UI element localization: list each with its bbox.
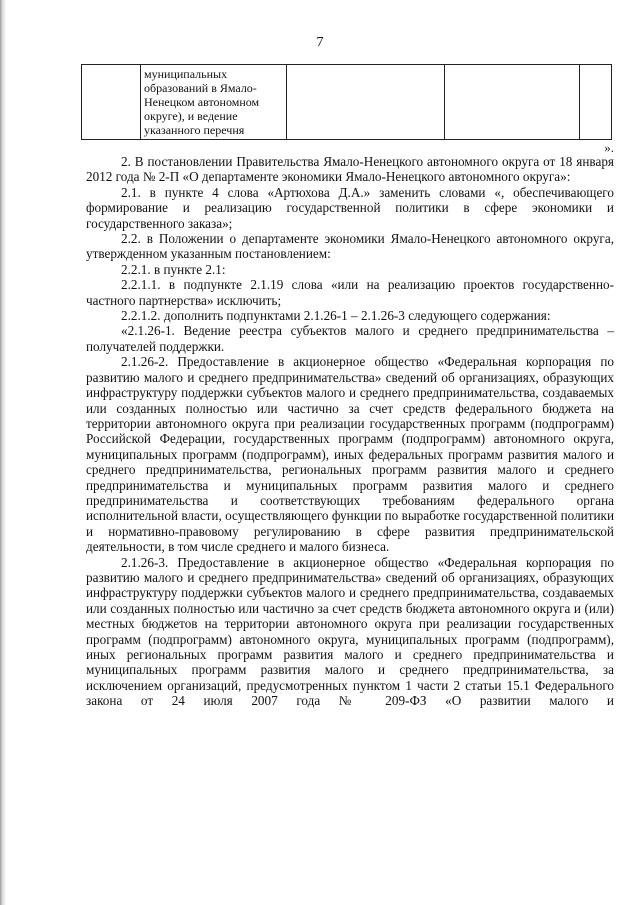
paragraph: 2.2.1.2. дополнить подпунктами 2.1.26-1 – 2.1.26-3 следующего содержания: [121,308,551,324]
table-cell-line: Ненецком автономном [144,95,260,109]
table-cell-line: образований в Ямало- [144,81,257,95]
paragraph: «2.1.26-1. Ведение реестра субъектов малого и среднего предпринимательства – получателей поддержки. [86,323,614,354]
paragraph: 2.2.1.1. в подпункте 2.1.19 слова «или на реализацию проектов государственно-частного партнерства» исключить; [86,277,614,308]
paragraph: 2.1.26-3. Предоставление в акционерное общество «Федеральная корпорация по развитию малого и среднего предпринимательства» сведений об организациях, образующих инфраструктуру поддержки субъектов малого и среднего предпринимательства, создаваемых или созданных полностью или частично за счет средств бюджета автономного округа и (или) местных бюджетов на территории автономного округа при реализации государственных программ (подпрограмм) автономного округа, муниципальных программ (подпрограмм), иных региональных программ развития малого и среднего предпринимательства и муниципальных программ развития малого и среднего предпринимательства, за исключением организаций, предусмотренных пунктом 1 части 2 статьи 15.1 Федерального закона от 24 июля 2007 года № 209-ФЗ «О развитии малого и [86,554,614,709]
document-body [86,154,614,709]
page-number: 7 [316,35,324,50]
paragraph: 2.1.26-2. Предоставление в акционерное общество «Федеральная корпорация по развитию малого и среднего предпринимательства» сведений об организациях, образующих инфраструктуру поддержки субъектов малого и среднего предпринимательства, создаваемых или созданных полностью или частично за счет средств федерального бюджета на территории автономного округа при реализации государственных программ (подпрограмм) Российской Федерации, государственных программ (подпрограмм) автономного округа, муниципальных программ (подпрограмм), иных федеральных программ развития малого и среднего предпринимательства, региональных программ развития малого и среднего предпринимательства и муниципальных программ развития малого и среднего предпринимательства и соответствующих требованиям федерального органа исполнительной власти, осуществляющего функции по выработке государственной политики и нормативно-правовому регулированию в сфере развития предпринимательской деятельности, в том числе среднего и малого бизнеса. [86,354,614,555]
table-cell-line: округе), и ведение [144,109,238,123]
table-cell [287,65,445,140]
table-cell-line: указанного перечня [144,123,245,137]
table-cell [580,65,612,140]
table-cell-text [141,65,287,140]
paragraph: 2.2.1. в пункте 2.1: [121,261,226,277]
table-cell-line: муниципальных [144,67,228,81]
paragraph: 2. В постановлении Правительства Ямало-Ненецкого автономного округа от 18 января 2012 года № 2-П «О департаменте экономики Ямало-Ненецкого автономного округа»: [86,154,614,185]
table-cell [82,65,141,140]
table-closing-quote: ». [604,140,614,155]
continued-table [81,64,612,140]
paragraph: 2.2. в Положении о департаменте экономики Ямало-Ненецкого автономного округа, утвержденном указанным постановлением: [86,231,614,262]
paragraph: 2.1. в пункте 4 слова «Артюхова Д.А.» заменить словами «, обеспечивающего формирование и реализацию государственной политики в сфере экономики и государственного заказа»; [86,184,614,231]
scan-edge [0,0,6,905]
table-row [82,65,612,140]
table-cell [445,65,580,140]
